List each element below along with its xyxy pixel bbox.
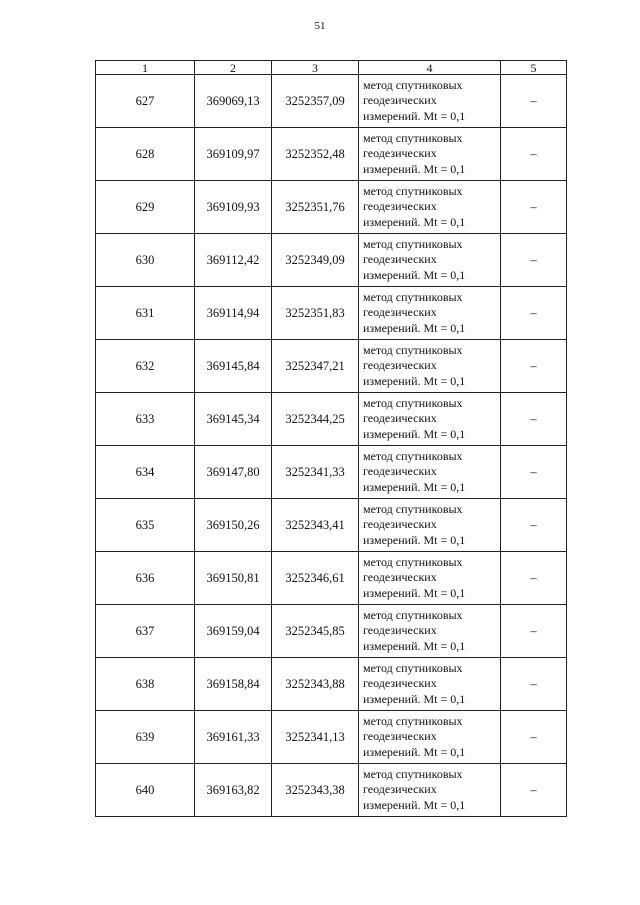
point-number-cell: 634 — [96, 446, 195, 499]
table-row — [96, 393, 567, 446]
method-line: геодезических — [363, 570, 437, 585]
point-number-cell: 629 — [96, 181, 195, 234]
x-coordinate-cell: 369159,04 — [195, 605, 272, 658]
method-line: измерений. Mt = 0,1 — [363, 320, 466, 335]
method-line: геодезических — [363, 782, 437, 797]
method-line: измерений. Mt = 0,1 — [363, 638, 466, 653]
column-header-3: 3 — [272, 61, 359, 75]
method-line: измерений. Mt = 0,1 — [363, 108, 466, 123]
table-row — [96, 340, 567, 393]
note-cell: – — [501, 499, 567, 552]
y-coordinate-cell: 3252351,76 — [272, 181, 359, 234]
y-coordinate-cell: 3252345,85 — [272, 605, 359, 658]
x-coordinate-cell: 369147,80 — [195, 446, 272, 499]
note-cell: – — [501, 764, 567, 817]
table-row — [96, 181, 567, 234]
table-row — [96, 287, 567, 340]
method-line: измерений. Mt = 0,1 — [363, 479, 466, 494]
method-line: измерений. Mt = 0,1 — [363, 585, 466, 600]
y-coordinate-cell: 3252343,41 — [272, 499, 359, 552]
table-row — [96, 128, 567, 181]
method-cell — [359, 181, 501, 234]
y-coordinate-cell: 3252357,09 — [272, 75, 359, 128]
column-header-2: 2 — [195, 61, 272, 75]
table-row — [96, 446, 567, 499]
point-number-cell: 637 — [96, 605, 195, 658]
method-line: измерений. Mt = 0,1 — [363, 691, 466, 706]
point-number-cell: 632 — [96, 340, 195, 393]
method-cell — [359, 234, 501, 287]
method-line: измерений. Mt = 0,1 — [363, 214, 466, 229]
point-number-cell: 628 — [96, 128, 195, 181]
point-number-cell: 631 — [96, 287, 195, 340]
table-body — [96, 75, 567, 817]
column-header-5: 5 — [501, 61, 567, 75]
method-line: измерений. Mt = 0,1 — [363, 797, 466, 812]
x-coordinate-cell: 369114,94 — [195, 287, 272, 340]
method-line: метод спутниковых — [363, 660, 463, 675]
method-line: измерений. Mt = 0,1 — [363, 267, 466, 282]
table-header — [96, 61, 567, 75]
note-cell: – — [501, 658, 567, 711]
method-line: измерений. Mt = 0,1 — [363, 426, 466, 441]
method-line: измерений. Mt = 0,1 — [363, 373, 466, 388]
column-header-4: 4 — [359, 61, 501, 75]
point-number-cell: 639 — [96, 711, 195, 764]
note-cell: – — [501, 234, 567, 287]
method-line: геодезических — [363, 411, 437, 426]
header-row — [96, 61, 567, 75]
method-line: метод спутниковых — [363, 501, 463, 516]
method-cell — [359, 764, 501, 817]
method-line: метод спутниковых — [363, 713, 463, 728]
method-cell — [359, 658, 501, 711]
note-cell: – — [501, 181, 567, 234]
note-cell: – — [501, 287, 567, 340]
method-line: геодезических — [363, 623, 437, 638]
method-cell — [359, 446, 501, 499]
page-number: 51 — [314, 20, 326, 32]
method-line: метод спутниковых — [363, 448, 463, 463]
point-number-cell: 627 — [96, 75, 195, 128]
x-coordinate-cell: 369163,82 — [195, 764, 272, 817]
note-cell: – — [501, 340, 567, 393]
table-row — [96, 75, 567, 128]
point-number-cell: 640 — [96, 764, 195, 817]
x-coordinate-cell: 369069,13 — [195, 75, 272, 128]
y-coordinate-cell: 3252351,83 — [272, 287, 359, 340]
method-line: геодезических — [363, 305, 437, 320]
method-cell — [359, 340, 501, 393]
method-line: метод спутниковых — [363, 766, 463, 781]
table-row — [96, 658, 567, 711]
x-coordinate-cell: 369145,34 — [195, 393, 272, 446]
x-coordinate-cell: 369161,33 — [195, 711, 272, 764]
y-coordinate-cell: 3252347,21 — [272, 340, 359, 393]
y-coordinate-cell: 3252343,88 — [272, 658, 359, 711]
note-cell: – — [501, 552, 567, 605]
y-coordinate-cell: 3252344,25 — [272, 393, 359, 446]
point-number-cell: 630 — [96, 234, 195, 287]
method-cell — [359, 75, 501, 128]
point-number-cell: 635 — [96, 499, 195, 552]
method-line: метод спутниковых — [363, 236, 463, 251]
y-coordinate-cell: 3252349,09 — [272, 234, 359, 287]
method-line: геодезических — [363, 729, 437, 744]
method-line: геодезических — [363, 199, 437, 214]
method-line: метод спутниковых — [363, 289, 463, 304]
method-line: метод спутниковых — [363, 607, 463, 622]
note-cell: – — [501, 711, 567, 764]
method-line: геодезических — [363, 676, 437, 691]
method-cell — [359, 287, 501, 340]
method-line: измерений. Mt = 0,1 — [363, 161, 466, 176]
method-line: метод спутниковых — [363, 183, 463, 198]
method-line: геодезических — [363, 464, 437, 479]
note-cell: – — [501, 75, 567, 128]
column-header-1: 1 — [96, 61, 195, 75]
point-number-cell: 633 — [96, 393, 195, 446]
note-cell: – — [501, 393, 567, 446]
table-row — [96, 764, 567, 817]
method-cell — [359, 605, 501, 658]
table-row — [96, 234, 567, 287]
note-cell: – — [501, 128, 567, 181]
y-coordinate-cell: 3252341,33 — [272, 446, 359, 499]
method-line: метод спутниковых — [363, 554, 463, 569]
y-coordinate-cell: 3252343,38 — [272, 764, 359, 817]
method-line: метод спутниковых — [363, 77, 463, 92]
method-line: измерений. Mt = 0,1 — [363, 744, 466, 759]
y-coordinate-cell: 3252346,61 — [272, 552, 359, 605]
y-coordinate-cell: 3252352,48 — [272, 128, 359, 181]
y-coordinate-cell: 3252341,13 — [272, 711, 359, 764]
table-row — [96, 711, 567, 764]
method-cell — [359, 711, 501, 764]
method-line: геодезических — [363, 252, 437, 267]
method-cell — [359, 128, 501, 181]
method-line: геодезических — [363, 517, 437, 532]
x-coordinate-cell: 369158,84 — [195, 658, 272, 711]
method-line: измерений. Mt = 0,1 — [363, 532, 466, 547]
point-number-cell: 638 — [96, 658, 195, 711]
method-cell — [359, 499, 501, 552]
point-number-cell: 636 — [96, 552, 195, 605]
x-coordinate-cell: 369150,26 — [195, 499, 272, 552]
x-coordinate-cell: 369109,93 — [195, 181, 272, 234]
method-line: метод спутниковых — [363, 342, 463, 357]
method-line: геодезических — [363, 146, 437, 161]
note-cell: – — [501, 605, 567, 658]
method-line: геодезических — [363, 93, 437, 108]
method-cell — [359, 393, 501, 446]
table-row — [96, 499, 567, 552]
x-coordinate-cell: 369112,42 — [195, 234, 272, 287]
method-cell — [359, 552, 501, 605]
method-line: метод спутниковых — [363, 130, 463, 145]
table-row — [96, 552, 567, 605]
x-coordinate-cell: 369145,84 — [195, 340, 272, 393]
method-line: метод спутниковых — [363, 395, 463, 410]
note-cell: – — [501, 446, 567, 499]
x-coordinate-cell: 369150,81 — [195, 552, 272, 605]
method-line: геодезических — [363, 358, 437, 373]
coordinates-table — [95, 60, 567, 817]
x-coordinate-cell: 369109,97 — [195, 128, 272, 181]
table-row — [96, 605, 567, 658]
